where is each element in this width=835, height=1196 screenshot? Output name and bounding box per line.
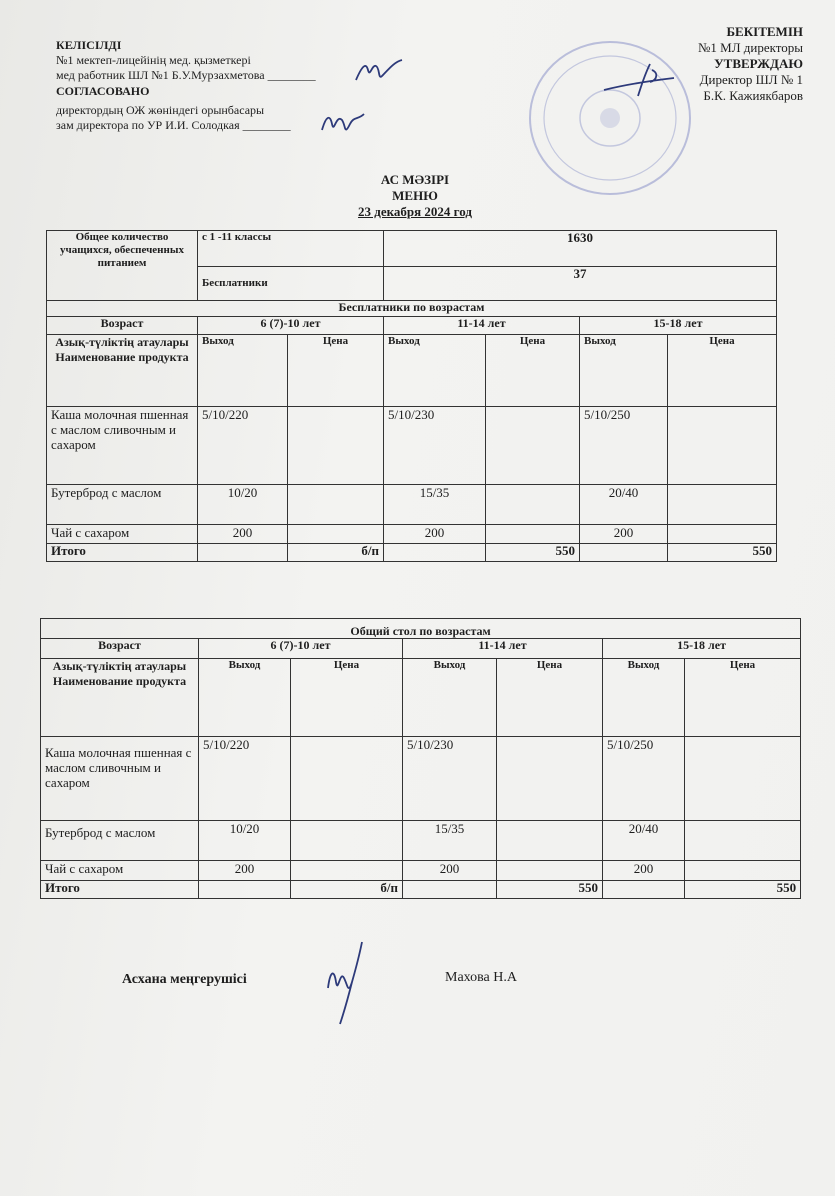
age-group-1: 6 (7)-10 лет bbox=[199, 639, 403, 659]
yield-value: 200 bbox=[199, 861, 291, 881]
deputy-line-kz: директордың ОЖ жөніндегі орынбасары bbox=[56, 103, 265, 117]
yield-value: 10/20 bbox=[198, 485, 288, 525]
price-value bbox=[668, 525, 777, 544]
total-cell bbox=[580, 544, 668, 562]
total-students-label: Общее количество учащихся, обеспеченных питанием bbox=[47, 231, 198, 301]
price-value bbox=[685, 737, 801, 821]
age-header: Возраст bbox=[41, 639, 199, 659]
total-row bbox=[41, 881, 801, 899]
agreed-ru-label: СОГЛАСОВАНО bbox=[56, 84, 150, 98]
total-label: Итого bbox=[41, 881, 199, 899]
total-cell bbox=[384, 544, 486, 562]
total-price-2: 550 bbox=[486, 544, 580, 562]
age-group-1: 6 (7)-10 лет bbox=[198, 317, 384, 335]
yield-header: Выход bbox=[199, 659, 291, 737]
total-price-2: 550 bbox=[497, 881, 603, 899]
price-header: Цена bbox=[288, 335, 384, 407]
yield-header: Выход bbox=[403, 659, 497, 737]
price-value bbox=[497, 861, 603, 881]
price-header: Цена bbox=[291, 659, 403, 737]
price-value bbox=[668, 407, 777, 485]
product-name: Каша молочная пшенная с маслом сливочным и сахаром bbox=[47, 407, 198, 485]
price-value bbox=[288, 485, 384, 525]
footer-name: Махова Н.А bbox=[445, 970, 517, 985]
medic-line-kz: №1 мектеп-лицейінің мед. қызметкері bbox=[56, 53, 251, 67]
section-title: Бесплатники по возрастам bbox=[47, 301, 777, 317]
yield-value: 5/10/230 bbox=[403, 737, 497, 821]
deputy-signature bbox=[318, 110, 368, 140]
yield-value: 5/10/250 bbox=[580, 407, 668, 485]
age-group-2: 11-14 лет bbox=[403, 639, 603, 659]
price-header: Цена bbox=[486, 335, 580, 407]
total-price-3: 550 bbox=[668, 544, 777, 562]
age-group-3: 15-18 лет bbox=[603, 639, 801, 659]
yield-value: 200 bbox=[603, 861, 685, 881]
medic-signature bbox=[352, 58, 412, 86]
yield-header: Выход bbox=[603, 659, 685, 737]
director-name: Б.К. Кажиякбаров bbox=[703, 88, 803, 103]
total-label: Итого bbox=[47, 544, 198, 562]
medic-line-ru: мед работник ШЛ №1 Б.У.Мурзахметова ________ bbox=[56, 68, 316, 82]
yield-value: 200 bbox=[198, 525, 288, 544]
age-header: Возраст bbox=[47, 317, 198, 335]
title-ru: МЕНЮ bbox=[392, 188, 438, 203]
yield-value: 20/40 bbox=[603, 821, 685, 861]
yield-value: 15/35 bbox=[384, 485, 486, 525]
section-title: Общий стол по возрастам bbox=[41, 619, 801, 639]
yield-value: 200 bbox=[403, 861, 497, 881]
total-row bbox=[47, 544, 777, 562]
age-group-2: 11-14 лет bbox=[384, 317, 580, 335]
director-signature bbox=[600, 60, 680, 100]
total-price-3: 550 bbox=[685, 881, 801, 899]
table-row bbox=[47, 407, 777, 485]
product-name: Каша молочная пшенная с маслом сливочным и сахаром bbox=[41, 737, 199, 821]
footer-signature bbox=[322, 938, 370, 1028]
product-name: Чай с сахаром bbox=[41, 861, 199, 881]
price-header: Цена bbox=[685, 659, 801, 737]
yield-value: 5/10/220 bbox=[199, 737, 291, 821]
yield-value: 5/10/230 bbox=[384, 407, 486, 485]
price-value bbox=[291, 861, 403, 881]
total-cell bbox=[198, 544, 288, 562]
table-row bbox=[47, 525, 777, 544]
agreed-kz-label: КЕЛІСІЛДІ bbox=[56, 38, 122, 52]
total-cell bbox=[403, 881, 497, 899]
general-meals-table bbox=[40, 618, 801, 899]
product-name: Бутерброд с маслом bbox=[41, 821, 199, 861]
yield-value: 200 bbox=[580, 525, 668, 544]
free-meals-table bbox=[46, 230, 777, 562]
price-value bbox=[668, 485, 777, 525]
price-value bbox=[685, 821, 801, 861]
total-price-1: б/п bbox=[288, 544, 384, 562]
price-value bbox=[497, 737, 603, 821]
free-meals-count: 37 bbox=[384, 267, 777, 301]
age-group-3: 15-18 лет bbox=[580, 317, 777, 335]
product-name: Чай с сахаром bbox=[47, 525, 198, 544]
grades-label: с 1 -11 классы bbox=[198, 231, 384, 267]
product-name: Бутерброд с маслом bbox=[47, 485, 198, 525]
grades-count: 1630 bbox=[384, 231, 777, 267]
price-header: Цена bbox=[497, 659, 603, 737]
yield-value: 200 bbox=[384, 525, 486, 544]
price-value bbox=[288, 525, 384, 544]
director-title-ru: Директор ШЛ № 1 bbox=[699, 72, 803, 87]
approved-kz-label: БЕКІТЕМІН bbox=[726, 24, 803, 39]
total-cell bbox=[199, 881, 291, 899]
product-name-header: Азық-түліктің атаулары Наименование продукта bbox=[47, 335, 198, 407]
price-value bbox=[486, 485, 580, 525]
price-value bbox=[497, 821, 603, 861]
price-value bbox=[288, 407, 384, 485]
yield-value: 15/35 bbox=[403, 821, 497, 861]
price-value bbox=[685, 861, 801, 881]
footer-position: Асхана меңгерушісі bbox=[122, 972, 247, 987]
price-value bbox=[486, 407, 580, 485]
table-row bbox=[47, 485, 777, 525]
yield-value: 5/10/250 bbox=[603, 737, 685, 821]
table-row bbox=[41, 737, 801, 821]
price-value bbox=[486, 525, 580, 544]
yield-header: Выход bbox=[384, 335, 486, 407]
total-price-1: б/п bbox=[291, 881, 403, 899]
price-value bbox=[291, 821, 403, 861]
yield-header: Выход bbox=[198, 335, 288, 407]
table-row bbox=[41, 821, 801, 861]
menu-date: 23 декабря 2024 год bbox=[358, 204, 472, 219]
director-title-kz: №1 МЛ директоры bbox=[697, 40, 803, 55]
product-name-header: Азық-түліктің атаулары Наименование продукта bbox=[41, 659, 199, 737]
price-header: Цена bbox=[668, 335, 777, 407]
approved-ru-label: УТВЕРЖДАЮ bbox=[714, 56, 803, 71]
yield-value: 20/40 bbox=[580, 485, 668, 525]
free-meals-label: Бесплатники bbox=[198, 267, 384, 301]
yield-header: Выход bbox=[580, 335, 668, 407]
table-row bbox=[41, 861, 801, 881]
yield-value: 10/20 bbox=[199, 821, 291, 861]
yield-value: 5/10/220 bbox=[198, 407, 288, 485]
title-kz: АС МӘЗІРІ bbox=[380, 172, 450, 187]
deputy-line-ru: зам директора по УР И.И. Солодкая ________ bbox=[56, 118, 291, 132]
total-cell bbox=[603, 881, 685, 899]
price-value bbox=[291, 737, 403, 821]
